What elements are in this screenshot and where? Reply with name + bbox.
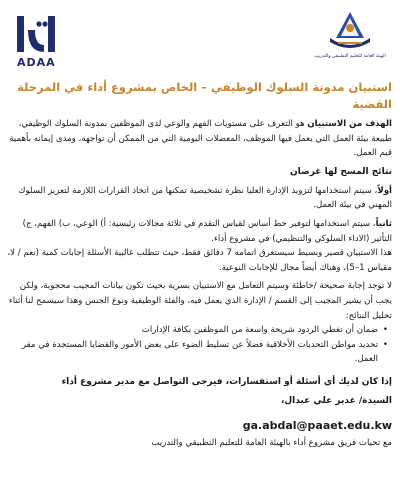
adaa-arabic-mark: [14, 12, 66, 56]
paaet-logo: [308, 8, 392, 68]
page-title: استبيان مدونة السلوك الوظيفي – الخاص بمشروع أداء في المرحلة القضية: [17, 80, 392, 111]
email-link[interactable]: ga.abdal@paaet.edu.kw: [242, 418, 392, 432]
second-purpose: [6, 217, 392, 246]
first-text: ، سيتم استخدامها لتزويد الإدارة العليا نظرة تشخيصية تمكنها من اتخاذ القرارات اللازمة لتعزيز السلوك المهني في بيئة العمل.: [18, 185, 392, 211]
analysis-list: [6, 323, 392, 367]
list-item: • تحديد مواطن التحديات الأخلاقية فضلاً عن تسليط الضوء على بعض الأمور والقضايا المستجدة في مقر العمل.: [6, 338, 378, 367]
footer-text: مع تحيات فريق مشروع أداء بالهيئة العامة للتعليم التطبيقي والتدريب: [151, 437, 392, 448]
paaet-emblem-icon: [308, 8, 392, 54]
adaa-logo-text: ADAA: [17, 56, 56, 69]
objective-text: هو التعرف على مستويات الفهم والوعي لدى الموظفين بمدونة السلوك الوظيفي، طبيعة بيئة العمل التي يعمل فيها الموظف، المعضلات اليومية التي من الممكن أن تواجهه، ومدى إيمانه بأهمية قيم العمل.: [9, 119, 392, 159]
objective-label: الهدف من الاستبيان: [307, 119, 392, 129]
second-label: ثانياً: [375, 218, 392, 229]
header: [0, 0, 400, 78]
objective-paragraph: [6, 117, 392, 161]
confidentiality-paragraph: لا توجد إجابة صحيحة /خاطئة وسيتم التعامل مع الاستبيان بسرية بحيث تكون بيانات المجيب محجوبة، ولكن يجب أن يشير المجيب إلى القسم / الإدارة الذي يعمل فيه، والفئة الوظيفية ونوع الجنس وهذا سيسمح لنا أثناء تحليل النتائج:: [8, 281, 392, 321]
second-text: ، سيتم استخدامها لتوفير خط أساس لقياس التقدم في ثلاثة مجالات رئيسية: أ) الوعي، ب) الفهم، ج) التأثير (الاداء السلوكي والتنظيمي) في مشروع أداء.: [22, 218, 392, 244]
survey-description: هذا الاستبيان قصير وبسيط سيستغرق اتمامه 7 دقائق فقط، حيث تتطلب غالبية الأسئلة إجابات كمية (نعم / لا، مقياس 1–5)، وهناك أيضاً مجال للإجابات النوعية.: [7, 248, 392, 273]
contact-paragraph: إذا كان لديك أي أسئلة أو استفسارات، فيرجى التواصل مع مدير مشروع أداء: [61, 376, 392, 387]
content: [6, 79, 392, 450]
adaa-logo: [8, 8, 70, 70]
paaet-caption: الهيئة العامة للتعليم التطبيقي والتدريب: [314, 54, 386, 59]
first-label: أولاً: [377, 185, 392, 196]
results-heading: نتائج المسح لها غرضان: [289, 166, 392, 177]
first-purpose: [6, 184, 392, 213]
contact-name: السيدة/ غدير علي عبدال،: [280, 395, 392, 406]
list-item: • ضمان أن تغطي الردود شريحة واسعة من الموظفين بكافة الإدارات: [6, 323, 378, 338]
